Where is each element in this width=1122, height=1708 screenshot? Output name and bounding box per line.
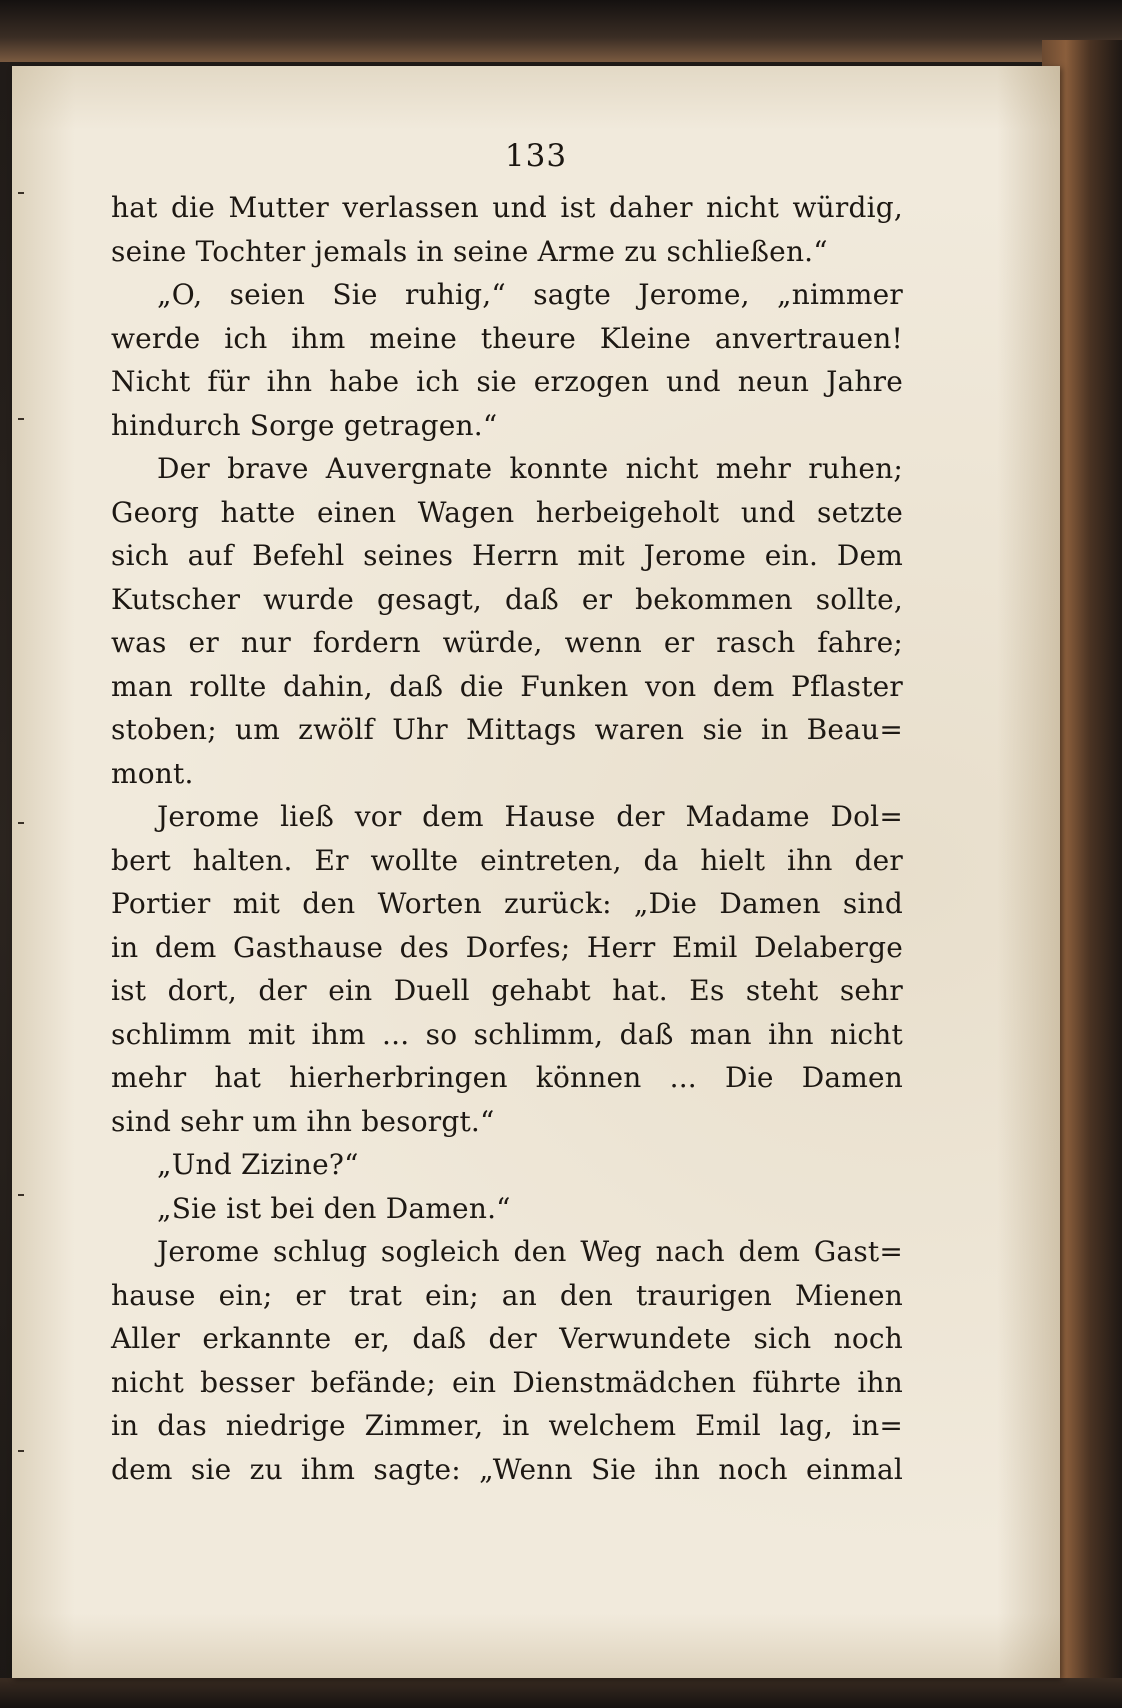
text-line: seine Tochter jemals in seine Arme zu schließen.“: [111, 234, 828, 268]
text-line: ist dort, der ein Duell gehabt hat. Es steht sehr: [111, 974, 903, 1007]
body-text: [111, 186, 903, 1491]
text-line: Nicht für ihn habe ich sie erzogen und neun Jahre: [111, 365, 903, 398]
book-page: [12, 66, 1060, 1678]
text-line: „Und Zizine?“: [157, 1148, 359, 1181]
text-line: dem sie zu ihm sagte: „Wenn Sie ihn noch einmal: [111, 1452, 903, 1486]
text-line: mehr hat hierherbringen können ... Die Damen: [111, 1061, 903, 1094]
text-line: hat die Mutter verlassen und ist daher nicht würdig,: [111, 191, 903, 224]
text-line: in das niedrige Zimmer, in welchem Emil lag, in=: [111, 1409, 903, 1442]
text-line: Jerome schlug sogleich den Weg nach dem Gast=: [157, 1235, 903, 1268]
text-line: was er nur fordern würde, wenn er rasch fahre;: [111, 626, 903, 659]
text-line: Aller erkannte er, daß der Verwundete sich noch: [111, 1322, 903, 1355]
text-line: stoben; um zwölf Uhr Mittags waren sie in Beau=: [111, 713, 903, 746]
text-line: „Sie ist bei den Damen.“: [157, 1191, 511, 1225]
text-line: Georg hatte einen Wagen herbeigeholt und setzte: [111, 495, 903, 529]
text-line: Der brave Auvergnate konnte nicht mehr ruhen;: [157, 452, 903, 485]
book-cover-bottom-edge: [0, 1678, 1122, 1708]
text-line: mont.: [111, 756, 194, 790]
text-line: „O, seien Sie ruhig,“ sagte Jerome, „nimmer: [157, 278, 903, 311]
text-line: nicht besser befände; ein Dienstmädchen führte ihn: [111, 1365, 903, 1399]
text-line: bert halten. Er wollte eintreten, da hielt ihn der: [111, 843, 903, 877]
text-line: schlimm mit ihm ... so schlimm, daß man ihn nicht: [111, 1017, 903, 1051]
text-line: hindurch Sorge getragen.“: [111, 408, 498, 442]
text-line: Portier mit den Worten zurück: „Die Damen sind: [111, 887, 903, 920]
text-line: in dem Gasthause des Dorfes; Herr Emil Delaberge: [111, 930, 903, 964]
text-line: Kutscher wurde gesagt, daß er bekommen sollte,: [111, 582, 903, 616]
page-number: 133: [504, 138, 568, 174]
text-line: werde ich ihm meine theure Kleine anvertrauen!: [111, 321, 903, 355]
book-cover-top-edge: [0, 0, 1122, 62]
text-line: hause ein; er trat ein; an den traurigen Mienen: [111, 1278, 903, 1312]
text-line: sich auf Befehl seines Herrn mit Jerome ein. Dem: [111, 539, 903, 572]
text-line: sind sehr um ihn besorgt.“: [111, 1104, 495, 1138]
text-line: man rollte dahin, daß die Funken von dem Pflaster: [111, 669, 903, 703]
text-line: Jerome ließ vor dem Hause der Madame Dol=: [157, 800, 903, 833]
